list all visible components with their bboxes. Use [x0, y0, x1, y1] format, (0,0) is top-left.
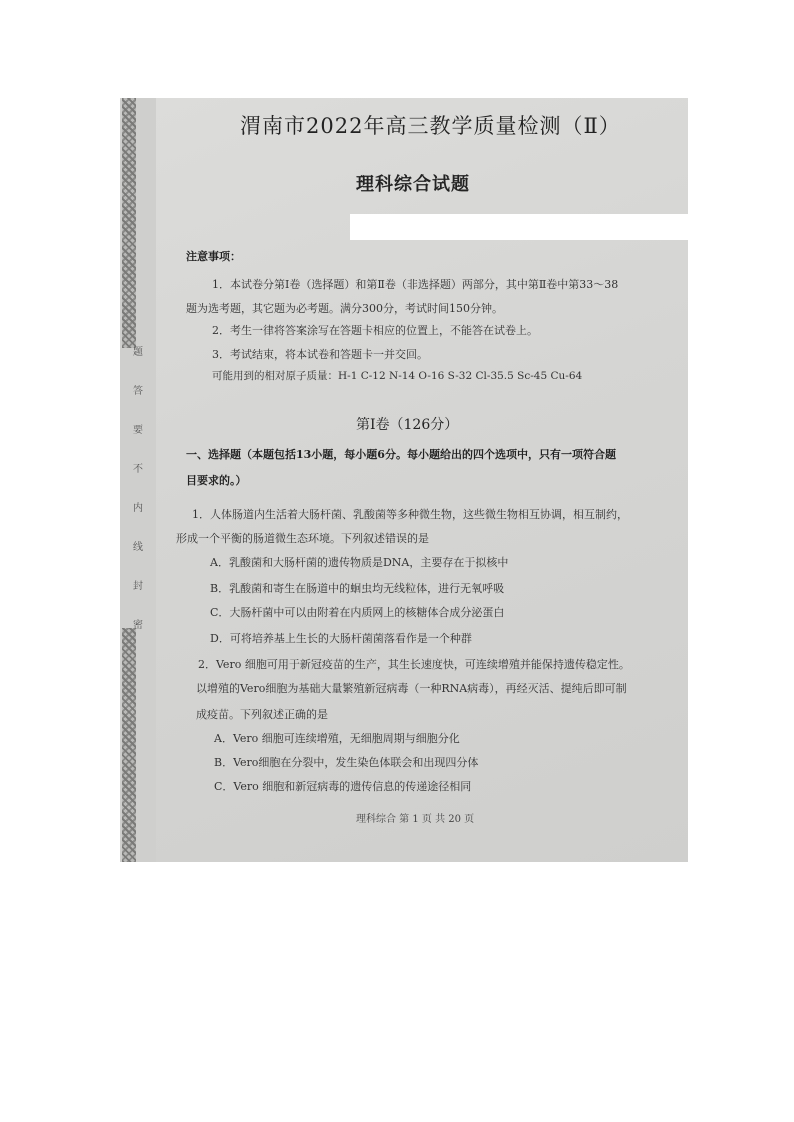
seal-char: 要: [133, 425, 143, 436]
note-item-3: 3．考试结束，将本试卷和答题卡一并交回。: [212, 348, 428, 361]
question-1-stem-line-1: 1．人体肠道内生活着大肠杆菌、乳酸菌等多种微生物，这些微生物相互协调，相互制约，: [192, 508, 628, 521]
section-title: 第Ⅰ卷（126分）: [356, 417, 459, 433]
seal-char: 题: [133, 347, 143, 358]
seal-char: 内: [133, 503, 143, 514]
question-1-option-a: A．乳酸菌和大肠杆菌的遗传物质是DNA，主要存在于拟核中: [210, 556, 509, 569]
atomic-masses: 可能用到的相对原子质量：H-1 C-12 N-14 O-16 S-32 Cl-35.5 Sc-45 Cu-64: [212, 370, 583, 382]
seal-line-chars: [130, 343, 146, 631]
question-1-option-c: C．大肠杆菌中可以由附着在内质网上的核糖体合成分泌蛋白: [210, 606, 505, 619]
seal-char: 答: [133, 386, 143, 397]
question-2-option-c: C．Vero 细胞和新冠病毒的遗传信息的传递途径相同: [214, 780, 472, 793]
redaction-box: [350, 214, 688, 240]
exam-title: 渭南市2022年高三教学质量检测（Ⅱ）: [240, 114, 621, 138]
note-item-2: 2．考生一律将答案涂写在答题卡相应的位置上，不能答在试卷上。: [212, 324, 538, 337]
question-2-option-b: B．Vero细胞在分裂中，发生染色体联会和出现四分体: [214, 756, 479, 769]
seal-char: 密: [133, 620, 143, 631]
question-2-stem-line-1: 2．Vero 细胞可用于新冠疫苗的生产，其生长速度快，可连续增殖并能保持遗传稳定性。: [198, 658, 630, 671]
note-item-1-line-1: 1．本试卷分第Ⅰ卷（选择题）和第Ⅱ卷（非选择题）两部分，其中第Ⅱ卷中第33～38: [212, 278, 619, 291]
question-1-option-b: B．乳酸菌和寄生在肠道中的蛔虫均无线粒体，进行无氧呼吸: [210, 582, 505, 595]
section-instruction-line-2: 目要求的。）: [186, 474, 247, 487]
note-item-1-line-2: 题为选考题，其它题为必考题。满分300分，考试时间150分钟。: [186, 302, 503, 315]
question-1-stem-line-2: 形成一个平衡的肠道微生态环境。下列叙述错误的是: [176, 532, 429, 545]
seal-char: 线: [133, 542, 143, 553]
binding-margin: [120, 98, 156, 862]
exam-photo: [120, 98, 688, 862]
notes-heading: 注意事项：: [186, 250, 241, 263]
binding-pattern-bottom: [122, 628, 136, 862]
question-1-option-d: D．可将培养基上生长的大肠杆菌菌落看作是一个种群: [210, 632, 472, 645]
page-footer: 理科综合 第 1 页 共 20 页: [356, 814, 475, 825]
question-2-option-a: A．Vero 细胞可连续增殖，无细胞周期与细胞分化: [214, 732, 460, 745]
question-2-stem-line-3: 成疫苗。下列叙述正确的是: [196, 708, 328, 721]
section-instruction-line-1: 一、选择题（本题包括13小题，每小题6分。每小题给出的四个选项中，只有一项符合题: [186, 448, 616, 461]
question-2-stem-line-2: 以增殖的Vero细胞为基础大量繁殖新冠病毒（一种RNA病毒），再经灭活、提纯后即可制: [196, 682, 627, 695]
exam-subtitle: 理科综合试题: [356, 174, 470, 195]
seal-char: 不: [133, 464, 143, 475]
binding-pattern-top: [122, 98, 136, 348]
seal-char: 封: [133, 581, 143, 592]
